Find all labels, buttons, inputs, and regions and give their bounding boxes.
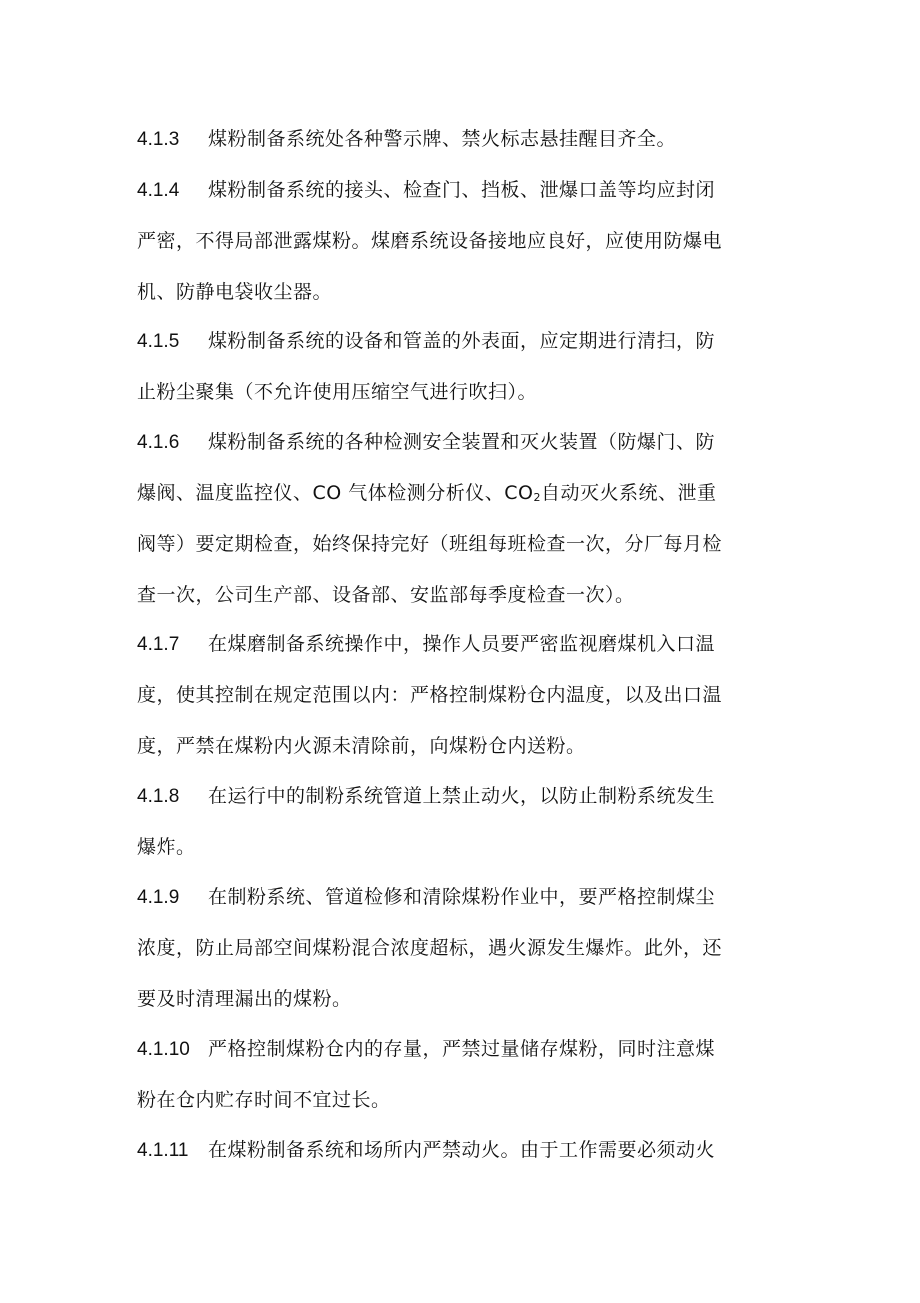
clause-line: 严密，不得局部泄露煤粉。煤磨系统设备接地应良好，应使用防爆电 (137, 230, 723, 252)
clause-4-1-9 (137, 872, 777, 1025)
clause-number: 4.1.10 (137, 1039, 190, 1060)
clause-number: 4.1.5 (137, 331, 180, 352)
clause-number: 4.1.3 (137, 129, 180, 150)
clause-text: 煤粉制备系统的接头、检查门、挡板、泄爆口盖等均应封闭 (208, 179, 716, 201)
clause-line (137, 468, 777, 519)
clause-text: 在制粉系统、管道检修和清除煤粉作业中，要严格控制煤尘 (208, 886, 716, 908)
clause-line: 浓度，防止局部空间煤粉混合浓度超标，遇火源发生爆炸。此外，还 (137, 937, 723, 959)
clause-line: 止粉尘聚集（不允许使用压缩空气进行吹扫）。 (137, 381, 538, 403)
clause-text: 在煤磨制备系统操作中，操作人员要严密监视磨煤机入口温 (208, 633, 716, 655)
clause-text: 煤粉制备系统的各种检测安全装置和灭火装置（防爆门、防 (208, 431, 716, 453)
clause-line (137, 114, 777, 165)
clause-number: 4.1.4 (137, 180, 180, 201)
clause-4-1-5 (137, 316, 777, 418)
clause-text: 严格控制煤粉仓内的存量，严禁过量储存煤粉，同时注意煤 (208, 1038, 716, 1060)
clause-line: 粉在仓内贮存时间不宜过长。 (137, 1089, 391, 1111)
clause-4-1-10 (137, 1024, 777, 1126)
clause-line: 查一次，公司生产部、设备部、安监部每季度检查一次）。 (137, 584, 635, 606)
clause-text: 在煤粉制备系统和场所内严禁动火。由于工作需要必须动火 (208, 1139, 716, 1161)
clause-line (137, 417, 777, 468)
clause-text: 爆阀、温度监控仪、CO 气体检测分析仪、CO (137, 482, 534, 504)
clause-number: 4.1.7 (137, 634, 180, 655)
clause-line: 度，使其控制在规定范围以内：严格控制煤粉仓内温度，以及出口温 (137, 684, 723, 706)
clause-number: 4.1.8 (137, 786, 180, 807)
clause-line (137, 316, 777, 367)
clause-line (137, 165, 777, 216)
clause-4-1-6 (137, 417, 777, 621)
clause-text: 自动灭火系统、泄重 (540, 482, 717, 504)
clause-line (137, 619, 777, 670)
clause-line: 爆炸。 (137, 836, 196, 858)
clause-text: 煤粉制备系统的设备和管盖的外表面，应定期进行清扫，防 (208, 330, 716, 352)
clause-number: 4.1.6 (137, 432, 180, 453)
co2-subscript: 2 (533, 491, 541, 504)
clause-line: 要及时清理漏出的煤粉。 (137, 988, 352, 1010)
clause-4-1-11 (137, 1125, 777, 1176)
clause-number: 4.1.9 (137, 887, 180, 908)
clause-line: 机、防静电袋收尘器。 (137, 281, 333, 303)
clause-line: 阀等）要定期检查，始终保持完好（班组每班检查一次，分厂每月检 (137, 533, 723, 555)
clause-4-1-3 (137, 114, 777, 165)
clause-4-1-8 (137, 771, 777, 873)
clause-line (137, 771, 777, 822)
clause-number: 4.1.11 (137, 1140, 189, 1161)
clause-line: 度，严禁在煤粉内火源未清除前，向煤粉仓内送粉。 (137, 735, 586, 757)
clause-text: 在运行中的制粉系统管道上禁止动火，以防止制粉系统发生 (208, 785, 716, 807)
clause-4-1-7 (137, 619, 777, 772)
clause-4-1-4 (137, 165, 777, 318)
clause-line (137, 1125, 777, 1176)
clause-line (137, 872, 777, 923)
clause-line (137, 1024, 777, 1075)
clause-text: 煤粉制备系统处各种警示牌、禁火标志悬挂醒目齐全。 (208, 128, 677, 150)
